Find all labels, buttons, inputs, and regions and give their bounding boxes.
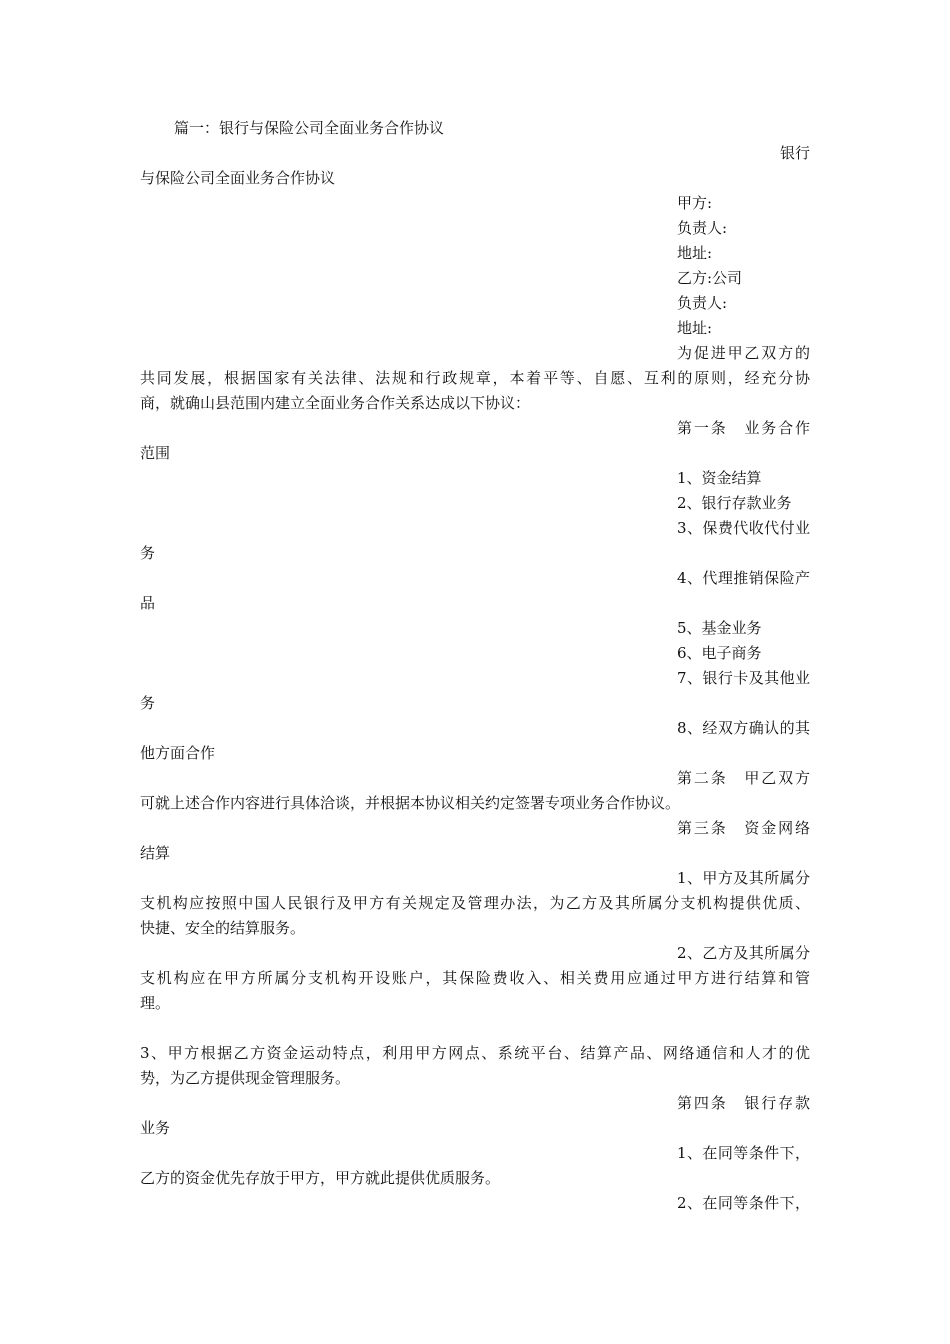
list-item: 务	[140, 694, 156, 712]
clause-line: 3、甲方根据乙方资金运动特点，利用甲方网点、系统平台、结算产品、网络通信和人才的优	[140, 1044, 810, 1062]
clause-line: 快捷、安全的结算服务。	[140, 919, 306, 937]
preamble-line: 为促进甲乙双方的	[677, 344, 810, 362]
article-heading: 业务	[140, 1119, 171, 1137]
document-heading: 篇一：银行与保险公司全面业务合作协议	[174, 119, 445, 137]
article-heading: 第四条 银行存款	[677, 1094, 810, 1112]
clause-line: 2、在同等条件下，	[677, 1194, 810, 1212]
list-item: 2、银行存款业务	[677, 494, 792, 512]
party-a-label: 甲方:	[677, 194, 713, 212]
list-item: 5、基金业务	[677, 619, 762, 637]
list-item: 6、电子商务	[677, 644, 762, 662]
preamble-line: 共同发展，根据国家有关法律、法规和行政规章，本着平等、自愿、互利的原则，经充分协	[140, 369, 810, 387]
party-b-representative: 负责人:	[677, 294, 728, 312]
clause-line: 1、甲方及其所属分	[677, 869, 810, 887]
article-heading: 第二条 甲乙双方	[677, 769, 810, 787]
article-heading: 第三条 资金网络	[677, 819, 810, 837]
clause-line: 1、在同等条件下，	[677, 1144, 810, 1162]
title-line: 与保险公司全面业务合作协议	[140, 169, 336, 187]
article-heading: 第一条 业务合作	[677, 419, 810, 437]
list-item: 3、保费代收代付业	[677, 519, 810, 537]
party-a-address: 地址:	[677, 244, 713, 262]
article-text: 可就上述合作内容进行具体洽谈，并根据本协议相关约定签署专项业务合作协议。	[140, 794, 681, 812]
list-item: 4、代理推销保险产	[677, 569, 810, 587]
clause-line: 2、乙方及其所属分	[677, 944, 810, 962]
list-item: 他方面合作	[140, 744, 216, 762]
list-item: 务	[140, 544, 156, 562]
clause-line: 势，为乙方提供现金管理服务。	[140, 1069, 351, 1087]
clause-line: 支机构应按照中国人民银行及甲方有关规定及管理办法，为乙方及其所属分支机构提供优质、	[140, 894, 810, 912]
clause-line: 支机构应在甲方所属分支机构开设账户，其保险费收入、相关费用应通过甲方进行结算和管	[140, 969, 810, 987]
list-item: 8、经双方确认的其	[677, 719, 810, 737]
list-item: 1、资金结算	[677, 469, 762, 487]
list-item: 品	[140, 594, 156, 612]
title-line: 银行	[779, 144, 810, 162]
list-item: 7、银行卡及其他业	[677, 669, 810, 687]
article-heading: 范围	[140, 444, 171, 462]
party-a-representative: 负责人:	[677, 219, 728, 237]
party-b-address: 地址:	[677, 319, 713, 337]
preamble-line: 商，就确山县范围内建立全面业务合作关系达成以下协议：	[140, 394, 531, 412]
clause-line: 乙方的资金优先存放于甲方，甲方就此提供优质服务。	[140, 1169, 501, 1187]
clause-line: 理。	[140, 994, 171, 1012]
article-heading: 结算	[140, 844, 171, 862]
party-b-label: 乙方:公司	[677, 269, 743, 287]
